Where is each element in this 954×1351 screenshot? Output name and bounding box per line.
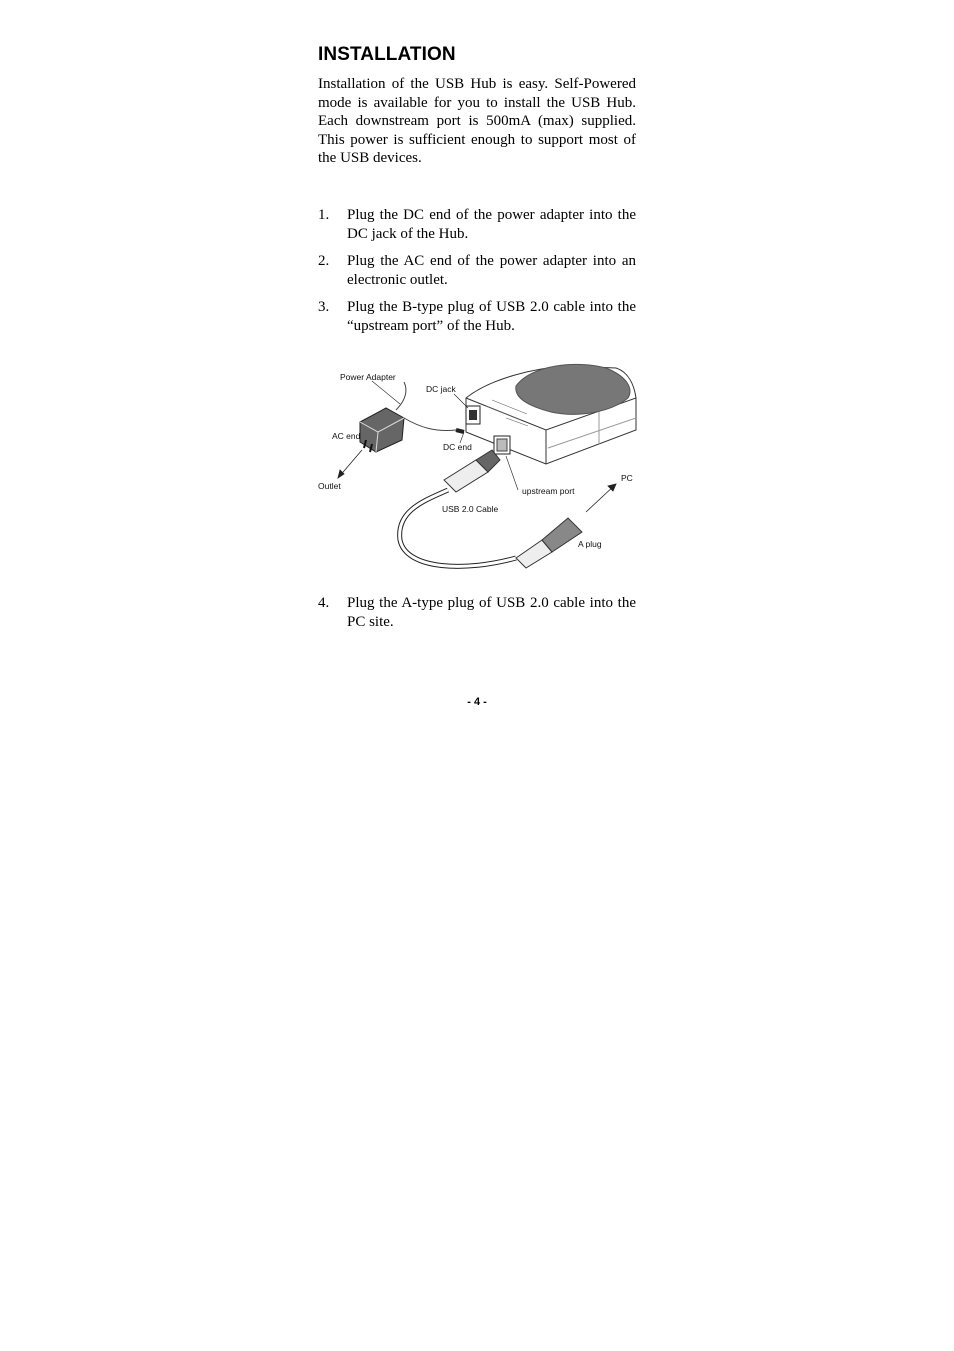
steps-list-b	[318, 594, 636, 631]
step-item	[318, 298, 636, 335]
step-number: 4.	[318, 595, 330, 611]
step-text: Plug the B-type plug of USB 2.0 cable into the “upstream port” of the Hub.	[347, 299, 636, 334]
step-text: Plug the AC end of the power adapter into an electronic outlet.	[347, 253, 636, 288]
step-text: Plug the DC end of the power adapter into the DC jack of the Hub.	[347, 207, 636, 242]
label-ac-end: AC end	[332, 431, 361, 441]
section-heading: INSTALLATION	[318, 44, 456, 65]
step-item	[318, 206, 636, 243]
usb-hub-illustration	[466, 364, 636, 464]
step-number: 2.	[318, 253, 330, 270]
label-pc: PC	[621, 473, 633, 483]
step-item	[318, 594, 636, 631]
label-power-adapter: Power Adapter	[340, 372, 396, 382]
label-dc-end: DC end	[443, 442, 472, 452]
label-upstream-port: upstream port	[522, 486, 575, 496]
label-a-plug: A plug	[578, 539, 602, 549]
page-number: - 4 -	[467, 696, 487, 708]
label-outlet: Outlet	[318, 481, 341, 491]
steps-list-a	[318, 206, 636, 336]
outlet-arrow	[338, 450, 362, 478]
intro-paragraph: Installation of the USB Hub is easy. Self-Powered mode is available for you to install the USB Hub. Each downstream port is 500mA (max) supplied. This power is sufficient enough to support most of the USB devices.	[318, 76, 636, 167]
label-usb-cable: USB 2.0 Cable	[442, 504, 499, 514]
installation-diagram	[316, 360, 638, 575]
step-text: Plug the A-type plug of USB 2.0 cable into the PC site.	[347, 595, 636, 630]
step-number: 1.	[318, 207, 330, 223]
pc-arrow	[586, 484, 616, 512]
step-item	[318, 252, 636, 289]
label-dc-jack: DC jack	[426, 384, 456, 394]
step-number: 3.	[318, 299, 330, 316]
